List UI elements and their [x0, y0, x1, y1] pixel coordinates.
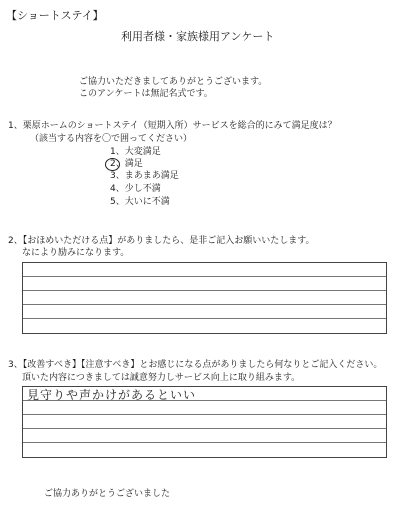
q3-answer-box[interactable] — [22, 386, 387, 458]
ruled-line — [23, 414, 386, 415]
ruled-line — [23, 442, 386, 443]
q1-option-4[interactable]: 4、少し不満 — [110, 184, 161, 194]
intro-line-2: このアンケートは無記名式です。 — [79, 89, 213, 99]
q1-option-1[interactable]: 1、大変満足 — [110, 147, 161, 157]
q1-option-2[interactable]: 2、満足 — [110, 159, 143, 169]
ruled-line — [23, 318, 386, 319]
q3-question: 3、【改善すべき】【注意すべき】とお感じになる点がありましたら何なりとご記入ください。 — [8, 360, 383, 370]
q3-note: 頂いた内容につきましては誠意努力しサービス向上に取り組みます。 — [22, 373, 301, 383]
q1-option-5[interactable]: 5、大いに不満 — [110, 197, 170, 207]
selection-circle — [105, 158, 120, 171]
footer-thanks: ご協力ありがとうございました — [44, 489, 171, 499]
page-title: 利用者様・家族様用アンケート — [121, 30, 275, 43]
q1-question: 1、栗原ホームのショートステイ（短期入所）サービスを総合的にみて満足度は？ — [8, 121, 337, 131]
q2-question: 2、【おほめいただける点】がありましたら、是非ご記入お願いいたします。 — [8, 236, 315, 246]
ruled-line — [23, 290, 386, 291]
intro-line-1: ご協力いただきましてありがとうございます。 — [79, 77, 268, 87]
handwritten-answer: 見守りや声かけがあるといい — [27, 388, 197, 402]
ruled-line — [23, 276, 386, 277]
q2-answer-box[interactable] — [22, 262, 387, 334]
ruled-line — [23, 304, 386, 305]
category-label: 【ショートステイ】 — [6, 9, 104, 22]
q1-option-3[interactable]: 3、まあまあ満足 — [110, 171, 179, 181]
q1-instruction: （該当する内容を〇で囲ってください） — [30, 134, 193, 144]
q2-note: なにより励みになります。 — [22, 248, 130, 258]
ruled-line — [23, 428, 386, 429]
